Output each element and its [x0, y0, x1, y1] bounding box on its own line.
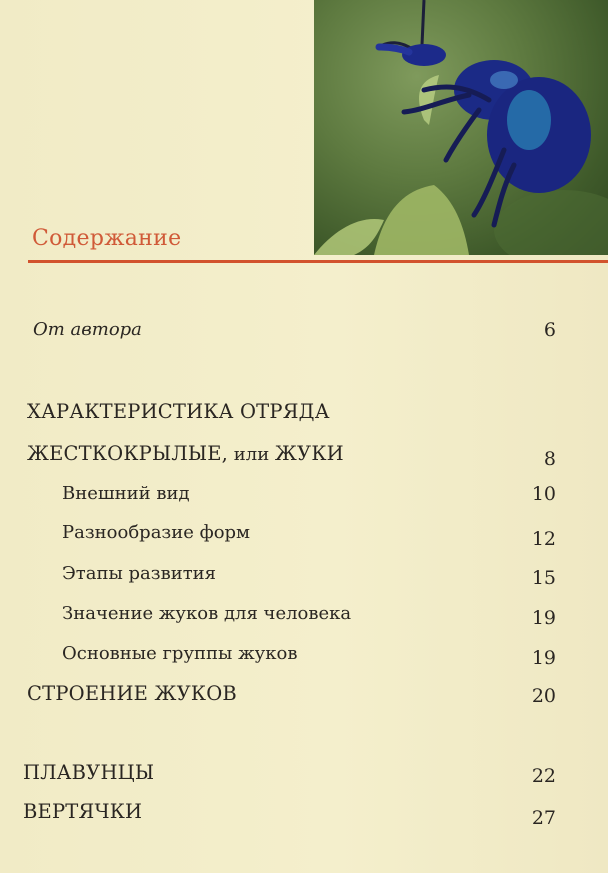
toc-entry-diversity[interactable]: [0, 522, 608, 552]
toc-entry-page: 6: [543, 319, 556, 341]
toc-entry-page: 19: [531, 647, 556, 669]
toc-entry-label: ВЕРТЯЧКИ: [23, 800, 143, 823]
toc-entry-label: ПЛАВУНЦЫ: [23, 761, 155, 784]
toc-entry-page: 8: [543, 448, 556, 470]
toc-entry-label: СТРОЕНИЕ ЖУКОВ: [27, 682, 237, 705]
toc-entry-appearance[interactable]: [0, 483, 608, 513]
toc-entry-page: 12: [531, 528, 556, 550]
toc-entry-label: От автора: [33, 319, 142, 340]
toc-entry-development[interactable]: [0, 563, 608, 593]
toc-entry-label: Основные группы жуков: [62, 643, 298, 664]
toc-entry-page: 19: [531, 607, 556, 629]
contents-heading: Содержание: [32, 226, 182, 251]
toc-entry-label: Значение жуков для человека: [62, 603, 352, 624]
toc-entry-diving-beetles[interactable]: [0, 761, 608, 791]
toc-entry-label: Разнообразие форм: [62, 522, 251, 543]
toc-entry-page: 27: [531, 807, 556, 829]
toc-entry-label: ЖЕСТКОКРЫЛЫЕ, или ЖУКИ: [27, 442, 344, 465]
toc-entry-author[interactable]: [0, 319, 608, 349]
toc-entry-page: 22: [531, 765, 556, 787]
toc-entry-structure[interactable]: [0, 682, 608, 712]
toc-entry-page: 20: [531, 685, 556, 707]
toc-entry-page: 10: [531, 483, 556, 505]
heading-divider: [28, 260, 608, 263]
toc-entry-label: ХАРАКТЕРИСТИКА ОТРЯДА: [27, 400, 330, 423]
toc-entry-coleoptera[interactable]: [0, 442, 608, 472]
toc-entry-significance[interactable]: [0, 603, 608, 633]
beetle-photo: [314, 0, 608, 255]
toc-entry-page: 15: [531, 567, 556, 589]
toc-entry-label: Внешний вид: [62, 483, 190, 504]
toc-entry-whirligig-beetles[interactable]: [0, 800, 608, 830]
toc-entry-groups[interactable]: [0, 643, 608, 673]
toc-entry-label: Этапы развития: [62, 563, 217, 584]
toc-entry-characteristics[interactable]: [0, 400, 608, 430]
